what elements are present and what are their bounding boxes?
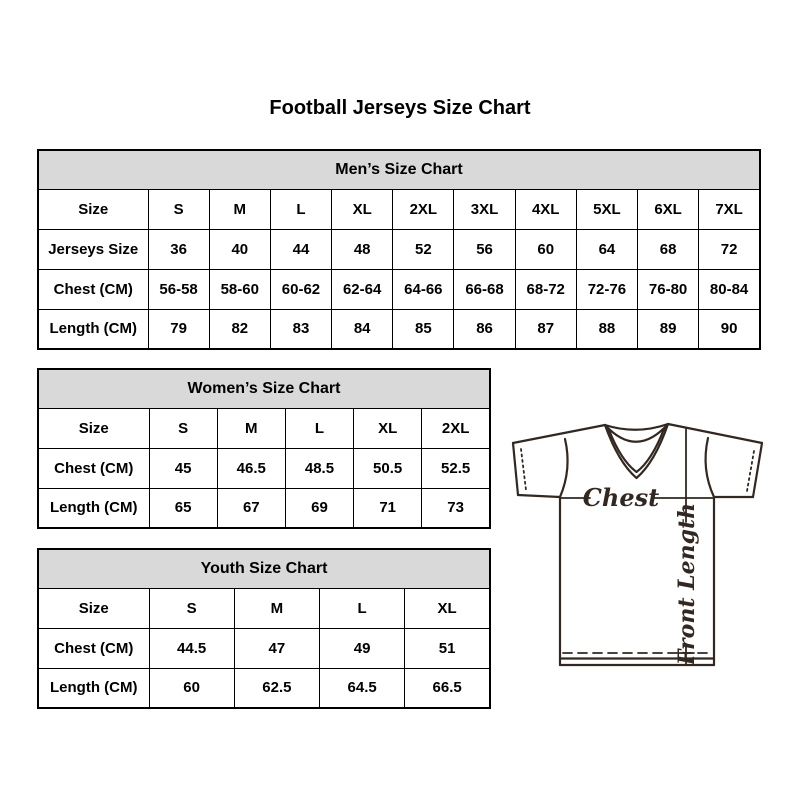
mens-size-table (37, 149, 761, 350)
size-value-cell: M (209, 189, 270, 229)
size-value-cell: 2XL (422, 408, 490, 448)
size-value-cell: 84 (332, 309, 393, 349)
size-value-cell: 83 (270, 309, 331, 349)
size-value-cell: L (320, 588, 405, 628)
size-value-cell: 60-62 (270, 269, 331, 309)
size-value-cell: 87 (515, 309, 576, 349)
youth-header-row (38, 549, 490, 588)
size-value-cell: XL (405, 588, 490, 628)
size-value-cell: 68 (638, 229, 699, 269)
size-value-cell: 36 (148, 229, 209, 269)
youth-table (37, 548, 491, 709)
youth-size-table (37, 548, 491, 709)
size-value-cell: 56-58 (148, 269, 209, 309)
size-value-cell: 44.5 (149, 628, 234, 668)
row-label: Length (CM) (38, 488, 149, 528)
womens-table-title: Women’s Size Chart (38, 369, 490, 408)
size-value-cell: S (148, 189, 209, 229)
row-label: Jerseys Size (38, 229, 148, 269)
size-value-cell: 52.5 (422, 448, 490, 488)
row-label: Length (CM) (38, 668, 149, 708)
table-row (38, 588, 490, 628)
table-row (38, 488, 490, 528)
row-label: Size (38, 588, 149, 628)
size-value-cell: 44 (270, 229, 331, 269)
size-value-cell: 79 (148, 309, 209, 349)
collar-top-arc (605, 424, 668, 430)
size-value-cell: 52 (393, 229, 454, 269)
size-value-cell: 4XL (515, 189, 576, 229)
jersey-outline-drawing (505, 411, 770, 676)
size-value-cell: 2XL (393, 189, 454, 229)
mens-table (37, 149, 761, 350)
row-label: Chest (CM) (38, 628, 149, 668)
size-value-cell: 68-72 (515, 269, 576, 309)
size-value-cell: 67 (217, 488, 285, 528)
table-row (38, 628, 490, 668)
right-cuff-stitch-line (747, 451, 754, 491)
jersey-measurement-diagram (505, 411, 770, 676)
row-label: Size (38, 408, 149, 448)
table-row (38, 189, 760, 229)
size-value-cell: M (234, 588, 319, 628)
size-value-cell: 56 (454, 229, 515, 269)
size-value-cell: 64-66 (393, 269, 454, 309)
left-sleeve-bottom (518, 495, 560, 497)
left-sleeve-seam (560, 439, 568, 497)
womens-header-row (38, 369, 490, 408)
size-value-cell: 80-84 (699, 269, 760, 309)
mens-table-title: Men’s Size Chart (38, 150, 760, 189)
size-value-cell: XL (354, 408, 422, 448)
row-label: Size (38, 189, 148, 229)
size-value-cell: 7XL (699, 189, 760, 229)
size-value-cell: 86 (454, 309, 515, 349)
size-value-cell: 49 (320, 628, 405, 668)
size-value-cell: 88 (576, 309, 637, 349)
table-row (38, 448, 490, 488)
left-shoulder (513, 425, 605, 443)
row-label: Length (CM) (38, 309, 148, 349)
womens-table (37, 368, 491, 529)
size-value-cell: 48 (332, 229, 393, 269)
size-value-cell: 71 (354, 488, 422, 528)
table-row (38, 269, 760, 309)
size-value-cell: 62-64 (332, 269, 393, 309)
size-value-cell: M (217, 408, 285, 448)
right-shoulder (668, 424, 762, 443)
size-value-cell: 51 (405, 628, 490, 668)
size-value-cell: 40 (209, 229, 270, 269)
size-value-cell: S (149, 408, 217, 448)
size-value-cell: 64.5 (320, 668, 405, 708)
size-value-cell: 64 (576, 229, 637, 269)
table-row (38, 229, 760, 269)
size-value-cell: XL (332, 189, 393, 229)
size-value-cell: L (270, 189, 331, 229)
size-value-cell: 90 (699, 309, 760, 349)
page-title: Football Jerseys Size Chart (269, 97, 531, 119)
size-value-cell: 60 (515, 229, 576, 269)
chest-label: Chest (582, 483, 660, 512)
size-value-cell: 72 (699, 229, 760, 269)
size-value-cell: 6XL (638, 189, 699, 229)
size-value-cell: L (285, 408, 353, 448)
womens-size-table (37, 368, 491, 529)
front-length-label: Front Length (674, 502, 700, 666)
size-value-cell: 50.5 (354, 448, 422, 488)
size-value-cell: 48.5 (285, 448, 353, 488)
size-value-cell: 85 (393, 309, 454, 349)
table-row (38, 408, 490, 448)
left-cuff (513, 443, 518, 495)
size-value-cell: S (149, 588, 234, 628)
size-value-cell: 66-68 (454, 269, 515, 309)
size-value-cell: 69 (285, 488, 353, 528)
table-row (38, 309, 760, 349)
size-value-cell: 82 (209, 309, 270, 349)
size-value-cell: 58-60 (209, 269, 270, 309)
size-value-cell: 89 (638, 309, 699, 349)
size-value-cell: 72-76 (576, 269, 637, 309)
size-value-cell: 60 (149, 668, 234, 708)
size-value-cell: 65 (149, 488, 217, 528)
size-value-cell: 3XL (454, 189, 515, 229)
size-value-cell: 73 (422, 488, 490, 528)
size-value-cell: 45 (149, 448, 217, 488)
size-value-cell: 47 (234, 628, 319, 668)
row-label: Chest (CM) (38, 448, 149, 488)
table-row (38, 668, 490, 708)
row-label: Chest (CM) (38, 269, 148, 309)
size-value-cell: 62.5 (234, 668, 319, 708)
right-sleeve-seam (706, 438, 714, 497)
left-cuff-stitch-line (521, 449, 526, 490)
size-value-cell: 46.5 (217, 448, 285, 488)
size-value-cell: 5XL (576, 189, 637, 229)
size-value-cell: 76-80 (638, 269, 699, 309)
size-value-cell: 66.5 (405, 668, 490, 708)
mens-header-row (38, 150, 760, 189)
youth-table-title: Youth Size Chart (38, 549, 490, 588)
